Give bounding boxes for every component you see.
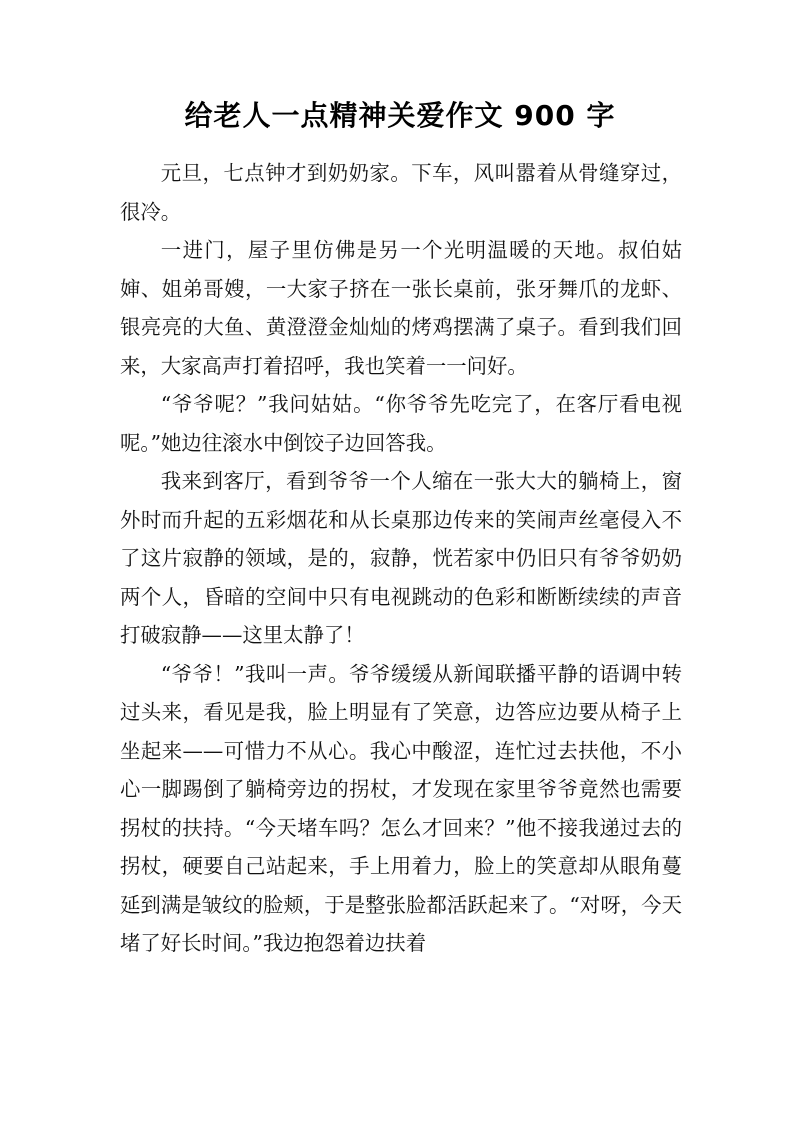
document-title: 给老人一点精神关爱作文 900 字 [184,99,616,132]
paragraph: “爷爷呢？”我问姑姑。“你爷爷先吃完了，在客厅看电视呢。”她边往滚水中倒饺子边回答我。 [120,392,682,455]
paragraph: 元旦，七点钟才到奶奶家。下车，风叫嚣着从骨缝穿过，很冷。 [120,161,682,224]
document-body [120,154,682,963]
paragraph: 我来到客厅，看到爷爷一个人缩在一张大大的躺椅上，窗外时而升起的五彩烟花和从长桌那边传来的笑闹声丝毫侵入不了这片寂静的领域，是的，寂静，恍若家中仍旧只有爷爷奶奶两个人，昏暗的空间中只有电视跳动的色彩和断断续续的声音打破寂静——这里太静了！ [120,469,682,647]
paragraph: 一进门，屋子里仿佛是另一个光明温暖的天地。叔伯姑婶、姐弟哥嫂，一大家子挤在一张长桌前，张牙舞爪的龙虾、银亮亮的大鱼、黄澄澄金灿灿的烤鸡摆满了桌子。看到我们回来，大家高声打着招呼，我也笑着一一问好。 [120,238,682,378]
paragraph: “爷爷！”我叫一声。爷爷缓缓从新闻联播平静的语调中转过头来，看见是我，脸上明显有了笑意，边答应边要从椅子上坐起来——可惜力不从心。我心中酸涩，连忙过去扶他，不小心一脚踢倒了躺椅旁边的拐杖，才发现在家里爷爷竟然也需要拐杖的扶持。“今天堵车吗？怎么才回来？”他不接我递过去的拐杖，硬要自己站起来，手上用着力，脸上的笑意却从眼角蔓延到满是皱纹的脸颊，于是整张脸都活跃起来了。“对呀，今天堵了好长时间。”我边抱怨着边扶着 [120,661,682,955]
